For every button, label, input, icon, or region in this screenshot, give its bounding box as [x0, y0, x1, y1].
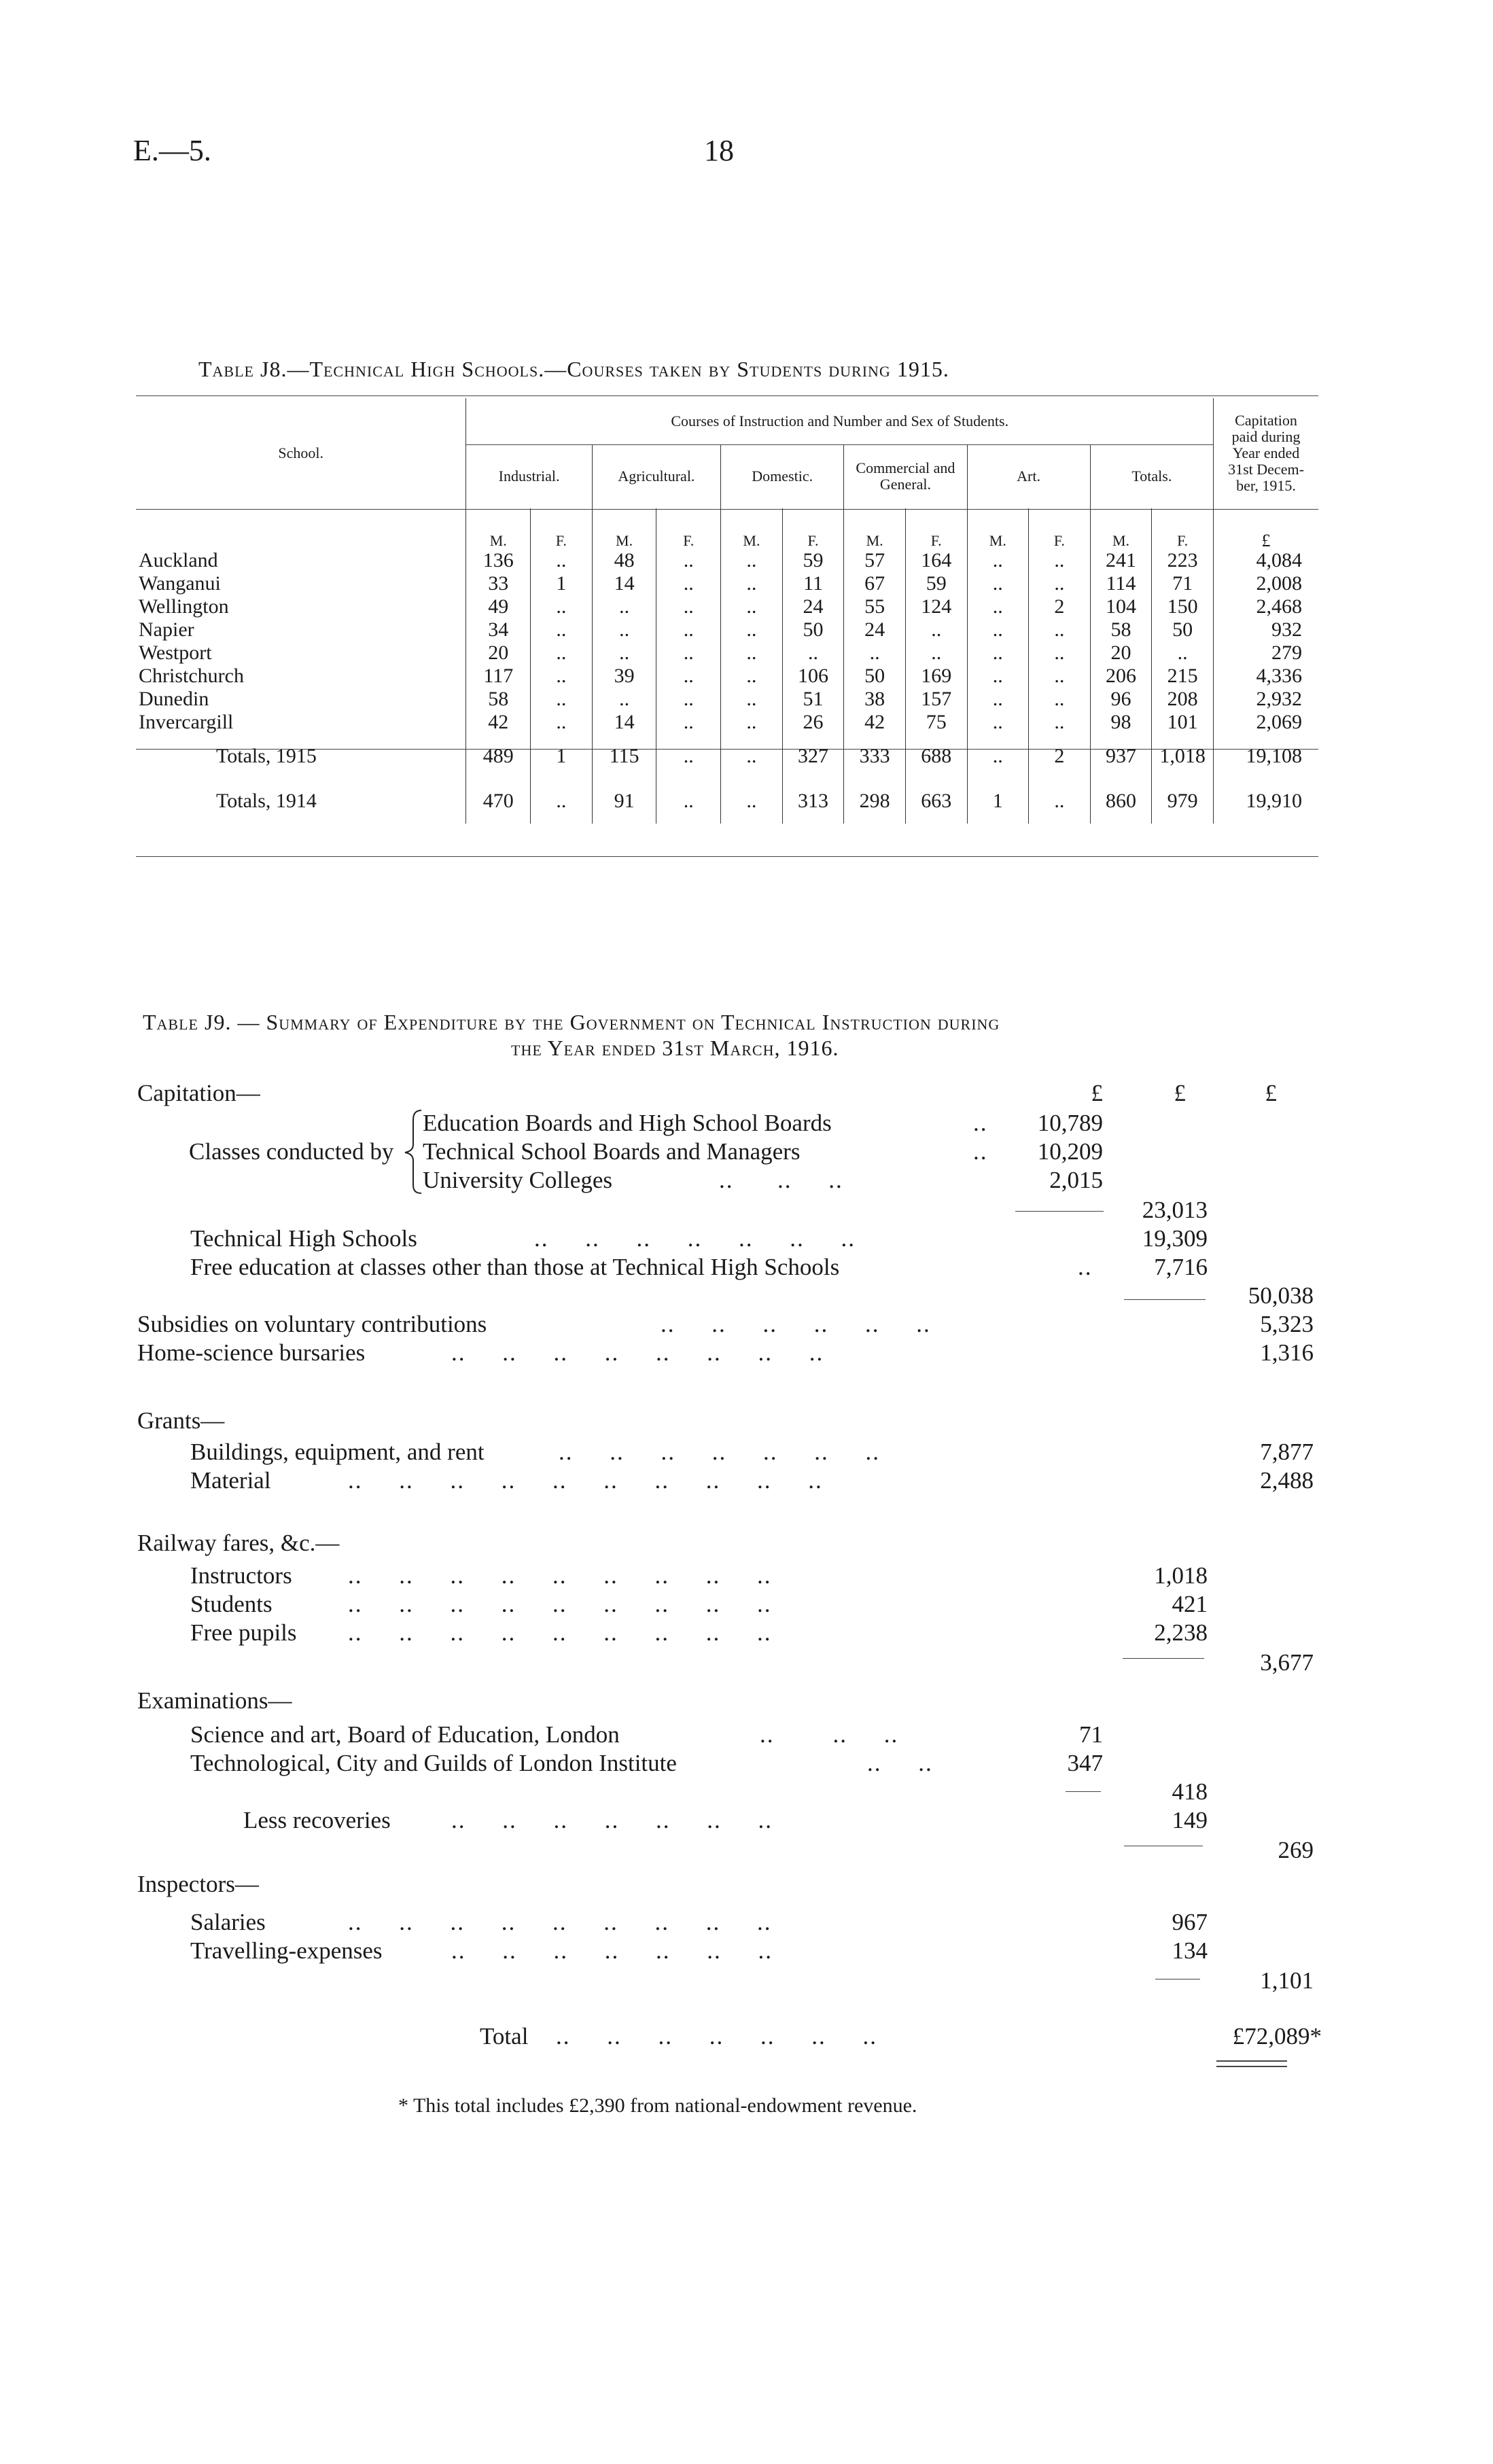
currency-col3: £ — [1265, 1080, 1277, 1106]
totals-cell: 688 — [905, 734, 967, 779]
table-cell: .. — [721, 665, 783, 688]
table-cell: .. — [1029, 665, 1091, 688]
table-row — [136, 665, 1318, 688]
table-cell: 11 — [782, 572, 844, 595]
table-row — [136, 641, 1318, 665]
table-cell: 50 — [782, 618, 844, 641]
totals-cell: 1 — [967, 779, 1029, 824]
leader-dots: .. .. .. .. .. .. .. .. .. — [348, 1562, 772, 1589]
classes-subtotal: 23,013 — [1142, 1197, 1208, 1223]
capitation-total: 50,038 — [1248, 1282, 1314, 1309]
totals-cell: .. — [967, 734, 1029, 779]
leader-dots: .. .. .. — [719, 1167, 843, 1193]
table-cell: .. — [656, 665, 721, 688]
table-cell: .. — [967, 572, 1029, 595]
grants-heading: Grants— — [137, 1407, 225, 1434]
table-cell: .. — [905, 641, 967, 665]
class-amount: 10,789 — [1037, 1110, 1103, 1136]
school-name: Christchurch — [139, 665, 244, 687]
table-cell: .. — [721, 572, 783, 595]
table-cell: 67 — [844, 572, 906, 595]
railway-heading: Railway fares, &c.— — [137, 1530, 340, 1556]
table-cell: .. — [592, 595, 656, 618]
totals-cell: 19,108 — [1214, 734, 1318, 779]
table-cell: 114 — [1090, 572, 1152, 595]
totals-cell: 489 — [466, 734, 531, 779]
school-name: Westport — [139, 641, 212, 664]
totals-cell: 663 — [905, 779, 967, 824]
leader-dots: .. .. .. .. .. .. .. .. — [451, 1339, 824, 1366]
sex-label: M. — [844, 508, 906, 549]
table-cell: 59 — [905, 572, 967, 595]
leader-dots: .. .. .. — [760, 1721, 899, 1748]
table-cell: .. — [656, 549, 721, 572]
table-cell: .. — [967, 595, 1029, 618]
technical-high-schools-label: Technical High Schools — [190, 1225, 417, 1252]
table-cell: 2,932 — [1214, 688, 1318, 711]
table-cell: .. — [592, 618, 656, 641]
group-agricultural: Agricultural. — [592, 444, 720, 508]
page-reference: E.—5. — [133, 134, 211, 167]
leader-dots: .. .. .. .. .. .. .. — [451, 1937, 773, 1964]
travelling-amount: 134 — [1172, 1937, 1208, 1964]
table-cell: .. — [656, 595, 721, 618]
table-row — [136, 688, 1318, 711]
totals-cell: .. — [656, 779, 721, 824]
table-cell: 2,069 — [1214, 711, 1318, 734]
table-bottom-rule — [136, 856, 1318, 857]
double-rule — [1216, 2066, 1287, 2067]
table-cell: 169 — [905, 665, 967, 688]
table-cell: 2 — [1029, 595, 1091, 618]
sex-label: F. — [1029, 508, 1091, 549]
table-cell: 58 — [1090, 618, 1152, 641]
material-label: Material — [190, 1467, 271, 1494]
technical-high-schools-amount: 19,309 — [1142, 1225, 1208, 1252]
table-cell: .. — [531, 688, 593, 711]
table-cell: 42 — [466, 711, 531, 734]
totals-cell: .. — [721, 734, 783, 779]
table-cell: 14 — [592, 711, 656, 734]
group-totals: Totals. — [1090, 444, 1213, 508]
table-cell: .. — [656, 641, 721, 665]
table-cell: 241 — [1090, 549, 1152, 572]
table-cell: .. — [1029, 641, 1091, 665]
table-cell: .. — [721, 618, 783, 641]
table-cell: 157 — [905, 688, 967, 711]
table-cell: 223 — [1152, 549, 1214, 572]
table-cell: 4,084 — [1214, 549, 1318, 572]
totals-cell: 115 — [592, 734, 656, 779]
courses-header: Courses of Instruction and Number and Sex of Students. — [466, 398, 1214, 444]
capitation-heading: Capitation— — [137, 1080, 260, 1106]
table-cell: .. — [721, 688, 783, 711]
school-name: Dunedin — [139, 688, 209, 710]
leader-dots: .. — [973, 1138, 988, 1165]
footnote: * This total includes £2,390 from national-endowment revenue. — [398, 2094, 917, 2117]
totals-cell: .. — [656, 734, 721, 779]
table-cell: .. — [967, 688, 1029, 711]
table-cell: 208 — [1152, 688, 1214, 711]
travelling-label: Travelling-expenses — [190, 1937, 383, 1964]
table-cell: .. — [782, 641, 844, 665]
less-recoveries-amount: 149 — [1172, 1807, 1208, 1833]
table-row — [136, 711, 1318, 734]
leader-dots: .. .. .. .. .. .. .. .. .. .. — [348, 1467, 823, 1494]
sex-label: F. — [905, 508, 967, 549]
double-rule — [1216, 2060, 1287, 2062]
table-cell: 38 — [844, 688, 906, 711]
exam-subtotal: 418 — [1172, 1778, 1208, 1805]
leader-dots: .. .. .. .. .. .. .. — [451, 1807, 773, 1833]
totals-row — [136, 734, 1318, 779]
table-cell: .. — [1029, 572, 1091, 595]
table-cell: .. — [844, 641, 906, 665]
totals-cell: .. — [531, 779, 593, 824]
leader-dots: .. .. — [867, 1750, 933, 1776]
table-cell: .. — [967, 641, 1029, 665]
sex-label: F. — [656, 508, 721, 549]
totals-cell: 298 — [844, 779, 906, 824]
table-cell: 14 — [592, 572, 656, 595]
free-pupils-amount: 2,238 — [1154, 1619, 1208, 1646]
science-art-label: Science and art, Board of Education, London — [190, 1721, 620, 1748]
table-cell: 106 — [782, 665, 844, 688]
sex-label: M. — [721, 508, 783, 549]
totals-cell: 19,910 — [1214, 779, 1318, 824]
table-j8-title: Table J8.—Technical High Schools.—Courses taken by Students during 1915. — [198, 357, 949, 381]
sex-label: M. — [1090, 508, 1152, 549]
table-cell: .. — [531, 641, 593, 665]
school-name: Wellington — [139, 595, 229, 618]
group-industrial: Industrial. — [466, 444, 592, 508]
table-cell: 20 — [1090, 641, 1152, 665]
classes-conducted-by: Classes conducted by — [189, 1138, 394, 1165]
table-cell: .. — [967, 711, 1029, 734]
totals-cell: .. — [1029, 779, 1091, 824]
currency-col1: £ — [1091, 1080, 1103, 1106]
totals-label: Totals, 1914 — [216, 790, 317, 812]
table-cell: .. — [1152, 641, 1214, 665]
class-label: Technical School Boards and Managers — [423, 1138, 801, 1165]
table-j9-title: Table J9. — Summary of Expenditure by the Government on Technical Instruction during — [143, 1010, 1000, 1034]
leader-dots: .. .. .. .. .. .. — [661, 1311, 931, 1337]
table-cell: .. — [531, 549, 593, 572]
technological-label: Technological, City and Guilds of London Institute — [190, 1750, 677, 1776]
table-row — [136, 618, 1318, 641]
salaries-amount: 967 — [1172, 1909, 1208, 1935]
table-cell: .. — [1029, 711, 1091, 734]
sex-label: F. — [1152, 508, 1214, 549]
totals-cell: 333 — [844, 734, 906, 779]
science-art-amount: 71 — [1079, 1721, 1103, 1748]
exam-total: 269 — [1278, 1837, 1314, 1863]
table-cell: 57 — [844, 549, 906, 572]
table-cell: .. — [656, 711, 721, 734]
school-name: Wanganui — [139, 572, 221, 595]
leader-dots: .. — [1078, 1254, 1093, 1280]
instructors-amount: 1,018 — [1154, 1562, 1208, 1589]
salaries-label: Salaries — [190, 1909, 266, 1935]
free-education-label: Free education at classes other than those at Technical High Schools — [190, 1254, 840, 1280]
leader-dots: .. .. .. .. .. .. .. .. .. — [348, 1591, 772, 1617]
table-cell: 2,468 — [1214, 595, 1318, 618]
table-cell: .. — [967, 665, 1029, 688]
table-cell: .. — [592, 688, 656, 711]
free-pupils-label: Free pupils — [190, 1619, 297, 1646]
table-cell: .. — [721, 641, 783, 665]
table-cell: 48 — [592, 549, 656, 572]
table-cell: 20 — [466, 641, 531, 665]
total-label: Total — [480, 2023, 529, 2049]
table-j8 — [136, 398, 1318, 824]
table-j8-body — [136, 549, 1318, 734]
totals-cell: 2 — [1029, 734, 1091, 779]
class-amount: 10,209 — [1037, 1138, 1103, 1165]
school-name: Napier — [139, 618, 194, 641]
totals-cell: 979 — [1152, 779, 1214, 824]
leader-dots: .. — [973, 1110, 988, 1136]
table-cell: 2,008 — [1214, 572, 1318, 595]
buildings-label: Buildings, equipment, and rent — [190, 1439, 485, 1465]
capitation-header: Capitation paid during Year ended 31st Decem- ber, 1915. — [1214, 398, 1318, 508]
instructors-label: Instructors — [190, 1562, 292, 1589]
leader-dots: .. .. .. .. .. .. .. — [556, 2023, 877, 2049]
table-cell: 39 — [592, 665, 656, 688]
sex-label: M. — [466, 508, 531, 549]
inspectors-heading: Inspectors— — [137, 1871, 259, 1897]
currency-col2: £ — [1174, 1080, 1186, 1106]
table-cell: 98 — [1090, 711, 1152, 734]
table-cell: 26 — [782, 711, 844, 734]
table-cell: 51 — [782, 688, 844, 711]
totals-label: Totals, 1915 — [216, 745, 317, 767]
table-cell: 117 — [466, 665, 531, 688]
group-domestic: Domestic. — [721, 444, 844, 508]
table-cell: .. — [721, 711, 783, 734]
table-cell: 50 — [1152, 618, 1214, 641]
examinations-heading: Examinations— — [137, 1687, 292, 1714]
table-cell: .. — [1029, 618, 1091, 641]
totals-cell: 327 — [782, 734, 844, 779]
subsidies-amount: 5,323 — [1260, 1311, 1314, 1337]
table-cell: .. — [656, 572, 721, 595]
table-cell: 42 — [844, 711, 906, 734]
brace-icon — [401, 1108, 424, 1196]
grand-total: £72,089* — [1232, 2023, 1322, 2049]
table-cell: 101 — [1152, 711, 1214, 734]
table-cell: 279 — [1214, 641, 1318, 665]
totals-row — [136, 779, 1318, 824]
table-cell: .. — [656, 688, 721, 711]
table-cell: .. — [967, 549, 1029, 572]
table-cell: 206 — [1090, 665, 1152, 688]
table-cell: 24 — [782, 595, 844, 618]
buildings-amount: 7,877 — [1260, 1439, 1314, 1465]
totals-cell: .. — [721, 779, 783, 824]
table-cell: 50 — [844, 665, 906, 688]
material-amount: 2,488 — [1260, 1467, 1314, 1494]
table-cell: 34 — [466, 618, 531, 641]
table-cell: 75 — [905, 711, 967, 734]
school-name: Auckland — [139, 549, 218, 571]
currency-label: £ — [1214, 508, 1318, 549]
table-cell: .. — [531, 595, 593, 618]
table-cell: 124 — [905, 595, 967, 618]
home-science-amount: 1,316 — [1260, 1339, 1314, 1366]
students-amount: 421 — [1172, 1591, 1208, 1617]
table-cell: 150 — [1152, 595, 1214, 618]
table-cell: .. — [1029, 688, 1091, 711]
subsidies-label: Subsidies on voluntary contributions — [137, 1311, 487, 1337]
leader-dots: .. .. .. .. .. .. .. — [559, 1439, 880, 1465]
sex-label: F. — [782, 508, 844, 549]
table-j8-totals — [136, 734, 1318, 824]
table-cell: 932 — [1214, 618, 1318, 641]
table-top-rule — [136, 395, 1318, 396]
table-cell: .. — [721, 549, 783, 572]
leader-dots: .. .. .. .. .. .. .. — [534, 1225, 856, 1252]
less-recoveries-label: Less recoveries — [243, 1807, 391, 1833]
table-cell: .. — [967, 618, 1029, 641]
table-cell: .. — [531, 618, 593, 641]
sex-label: M. — [967, 508, 1029, 549]
totals-cell: 470 — [466, 779, 531, 824]
free-education-amount: 7,716 — [1154, 1254, 1208, 1280]
totals-cell: 91 — [592, 779, 656, 824]
table-cell: 55 — [844, 595, 906, 618]
inspectors-total: 1,101 — [1260, 1967, 1314, 1994]
table-cell: .. — [531, 665, 593, 688]
table-cell: .. — [592, 641, 656, 665]
class-amount: 2,015 — [1049, 1167, 1103, 1193]
table-cell: 4,336 — [1214, 665, 1318, 688]
table-cell: 33 — [466, 572, 531, 595]
table-cell: 24 — [844, 618, 906, 641]
table-cell: 71 — [1152, 572, 1214, 595]
table-cell: 164 — [905, 549, 967, 572]
table-cell: 49 — [466, 595, 531, 618]
class-label: Education Boards and High School Boards — [423, 1110, 832, 1136]
school-header: School. — [278, 444, 324, 461]
table-cell: 59 — [782, 549, 844, 572]
technological-amount: 347 — [1067, 1750, 1103, 1776]
group-commercial: Commercial and General. — [844, 444, 967, 508]
school-name: Invercargill — [139, 711, 234, 733]
page-number: 18 — [704, 134, 734, 167]
table-j9-title-line2: the Year ended 31st March, 1916. — [511, 1036, 839, 1060]
leader-dots: .. .. .. .. .. .. .. .. .. — [348, 1909, 772, 1935]
table-row — [136, 572, 1318, 595]
table-cell: 104 — [1090, 595, 1152, 618]
class-label: University Colleges — [423, 1167, 612, 1193]
sex-label: F. — [531, 508, 593, 549]
table-cell: .. — [721, 595, 783, 618]
group-art: Art. — [967, 444, 1090, 508]
table-cell: 215 — [1152, 665, 1214, 688]
totals-cell: 1 — [531, 734, 593, 779]
sex-label: M. — [592, 508, 656, 549]
leader-dots: .. .. .. .. .. .. .. .. .. — [348, 1619, 772, 1646]
table-cell: 136 — [466, 549, 531, 572]
totals-cell: 1,018 — [1152, 734, 1214, 779]
table-cell: .. — [531, 711, 593, 734]
table-cell: .. — [905, 618, 967, 641]
table-row — [136, 549, 1318, 572]
totals-cell: 313 — [782, 779, 844, 824]
table-cell: 58 — [466, 688, 531, 711]
home-science-label: Home-science bursaries — [137, 1339, 366, 1366]
totals-cell: 937 — [1090, 734, 1152, 779]
students-label: Students — [190, 1591, 273, 1617]
table-cell: 96 — [1090, 688, 1152, 711]
table-cell: 1 — [531, 572, 593, 595]
table-cell: .. — [656, 618, 721, 641]
table-cell: .. — [1029, 549, 1091, 572]
railway-total: 3,677 — [1260, 1649, 1314, 1676]
totals-cell: 860 — [1090, 779, 1152, 824]
table-row — [136, 595, 1318, 618]
